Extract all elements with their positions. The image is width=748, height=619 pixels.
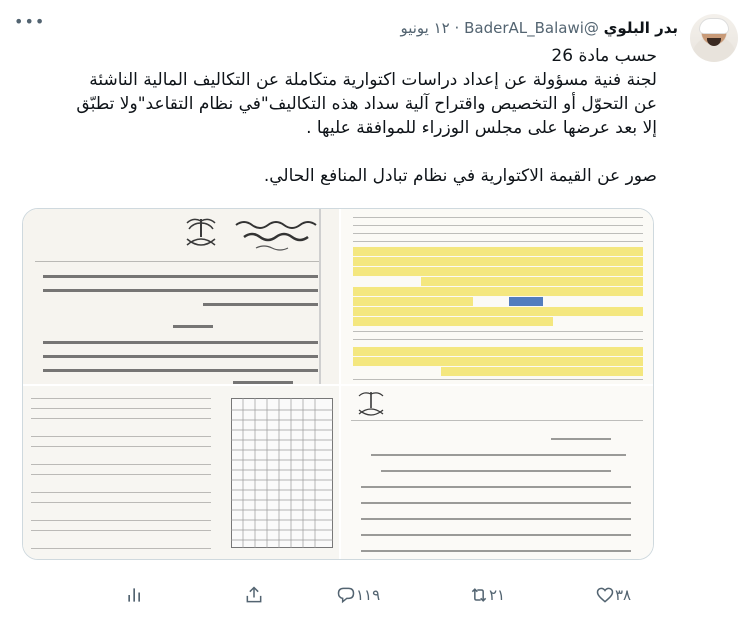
- stats-button[interactable]: [125, 580, 145, 610]
- tweet-line: عن التحوّل أو التخصيص واقتراح آلية سداد هذه التكاليف"في نظام التقاعد"ولا تطبّق: [76, 94, 657, 114]
- retweet-button[interactable]: [469, 580, 511, 610]
- author-handle[interactable]: @BaderAL_Balawi: [464, 19, 599, 37]
- tweet-header: [400, 18, 678, 38]
- separator-dot: ·: [454, 19, 460, 37]
- media-image-regulation[interactable]: [341, 209, 654, 384]
- media-image-decree[interactable]: [23, 209, 339, 384]
- tweet-line: لجنة فنية مسؤولة عن إعداد دراسات اكتوارية متكاملة عن التكاليف المالية الناشئة: [89, 70, 657, 90]
- council-letterhead-icon: [228, 217, 328, 253]
- author-name[interactable]: بدر البلوي: [603, 19, 678, 37]
- reply-button[interactable]: [336, 580, 386, 610]
- media-image-article[interactable]: [341, 386, 654, 560]
- tweet-line: صور عن القيمة الاكتوارية في نظام تبادل المنافع الحالي.: [263, 166, 657, 186]
- retweet-icon: [469, 585, 489, 605]
- more-icon[interactable]: •••: [14, 12, 46, 31]
- palm-swords-emblem-icon: [181, 215, 221, 253]
- avatar[interactable]: [690, 14, 738, 62]
- avatar-ghutra: [699, 18, 729, 34]
- share-button[interactable]: [244, 580, 264, 610]
- tweet-date[interactable]: ١٢ يونيو: [400, 19, 450, 37]
- page-edge: [319, 209, 321, 384]
- reply-count: ١١٩: [356, 586, 381, 604]
- heart-icon: [595, 585, 615, 605]
- like-button[interactable]: [595, 580, 637, 610]
- reply-icon: [336, 585, 356, 605]
- retweet-count: ٢١: [489, 586, 506, 604]
- palm-swords-emblem-icon: [351, 390, 391, 420]
- tweet-line: إلا بعد عرضها على مجلس الوزراء للموافقة عليها .: [306, 118, 657, 138]
- tweet-line: حسب مادة 26: [551, 46, 657, 66]
- tweet-text: [17, 44, 657, 188]
- stats-icon: [125, 585, 145, 605]
- share-icon: [244, 585, 264, 605]
- media-image-tables[interactable]: [23, 386, 339, 560]
- like-count: ٣٨: [615, 586, 632, 604]
- actuarial-table-grid: [231, 398, 333, 548]
- tweet-actions: [0, 580, 748, 610]
- avatar-beard: [707, 38, 721, 46]
- media-grid: [22, 208, 654, 560]
